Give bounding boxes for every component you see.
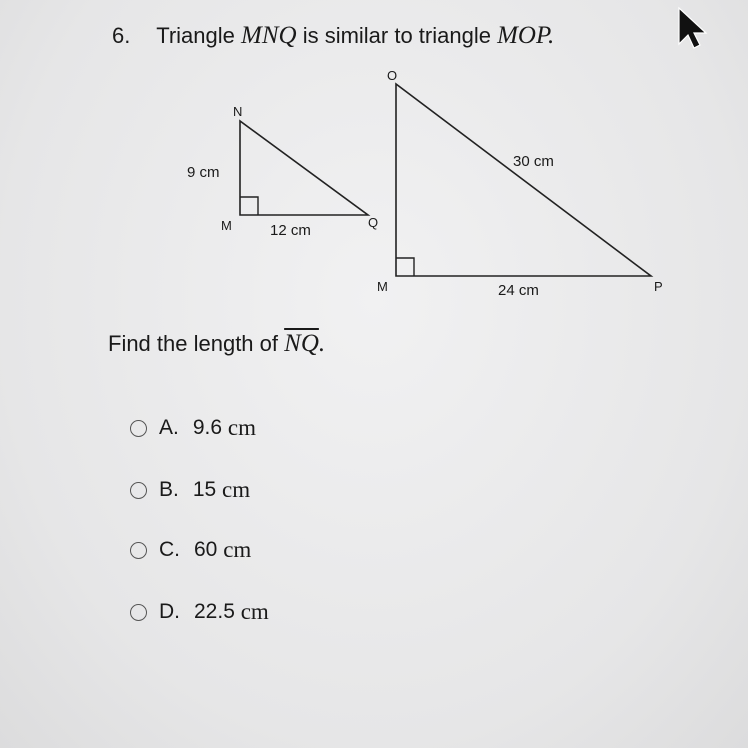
side-mq-label: 12 cm — [270, 222, 311, 239]
choice-letter: B. — [159, 478, 179, 501]
side-mp-label: 24 cm — [498, 282, 539, 299]
question-number: 6. — [112, 23, 131, 48]
vertex-n-label: N — [233, 104, 243, 119]
choice-c[interactable] — [130, 537, 251, 563]
side-mn-label: 9 cm — [187, 164, 220, 181]
choice-value: 15 — [192, 478, 217, 501]
question-text-before: Triangle — [156, 23, 235, 48]
find-length-prompt — [108, 330, 325, 358]
choice-unit: cm — [223, 537, 252, 562]
choice-letter: D. — [159, 600, 180, 623]
vertex-m-large-label: M — [377, 279, 388, 294]
prompt-text: Find the length of — [108, 331, 279, 356]
radio-icon[interactable] — [130, 482, 147, 499]
triangles-diagram — [0, 0, 748, 320]
choice-a[interactable] — [130, 415, 256, 441]
radio-icon[interactable] — [130, 420, 147, 437]
mouse-pointer-icon — [676, 6, 708, 50]
choice-value: 60 — [194, 538, 218, 561]
choice-letter: C. — [159, 538, 180, 561]
triangle-mop-shape — [396, 84, 651, 276]
choice-value: 9.6 — [192, 416, 223, 439]
vertex-o-label: O — [387, 68, 398, 83]
vertex-m-small-label: M — [221, 218, 232, 233]
right-angle-marker-large — [396, 258, 414, 276]
choice-value: 22.5 — [194, 600, 235, 623]
choice-unit: cm — [222, 477, 251, 502]
question-text-middle: is similar to triangle — [302, 23, 491, 48]
triangle-mnq-label: MNQ — [241, 22, 297, 49]
vertex-p-label: P — [654, 279, 663, 294]
choice-b[interactable] — [130, 477, 250, 503]
radio-icon[interactable] — [130, 542, 147, 559]
choice-unit: cm — [240, 599, 269, 624]
vertex-q-label: Q — [368, 215, 379, 230]
triangle-mop-label: MOP. — [497, 22, 555, 49]
radio-icon[interactable] — [130, 604, 147, 621]
choice-unit: cm — [227, 415, 256, 440]
prompt-end: . — [318, 330, 326, 357]
choice-d[interactable] — [130, 599, 269, 625]
right-angle-marker-small — [240, 197, 258, 215]
side-op-label: 30 cm — [513, 153, 554, 170]
triangle-mop — [377, 68, 663, 299]
triangle-mnq — [187, 104, 378, 239]
triangle-mnq-shape — [240, 121, 368, 215]
choice-letter: A. — [159, 416, 179, 439]
segment-nq-label: $\overline{NQ}$ — [284, 330, 319, 357]
